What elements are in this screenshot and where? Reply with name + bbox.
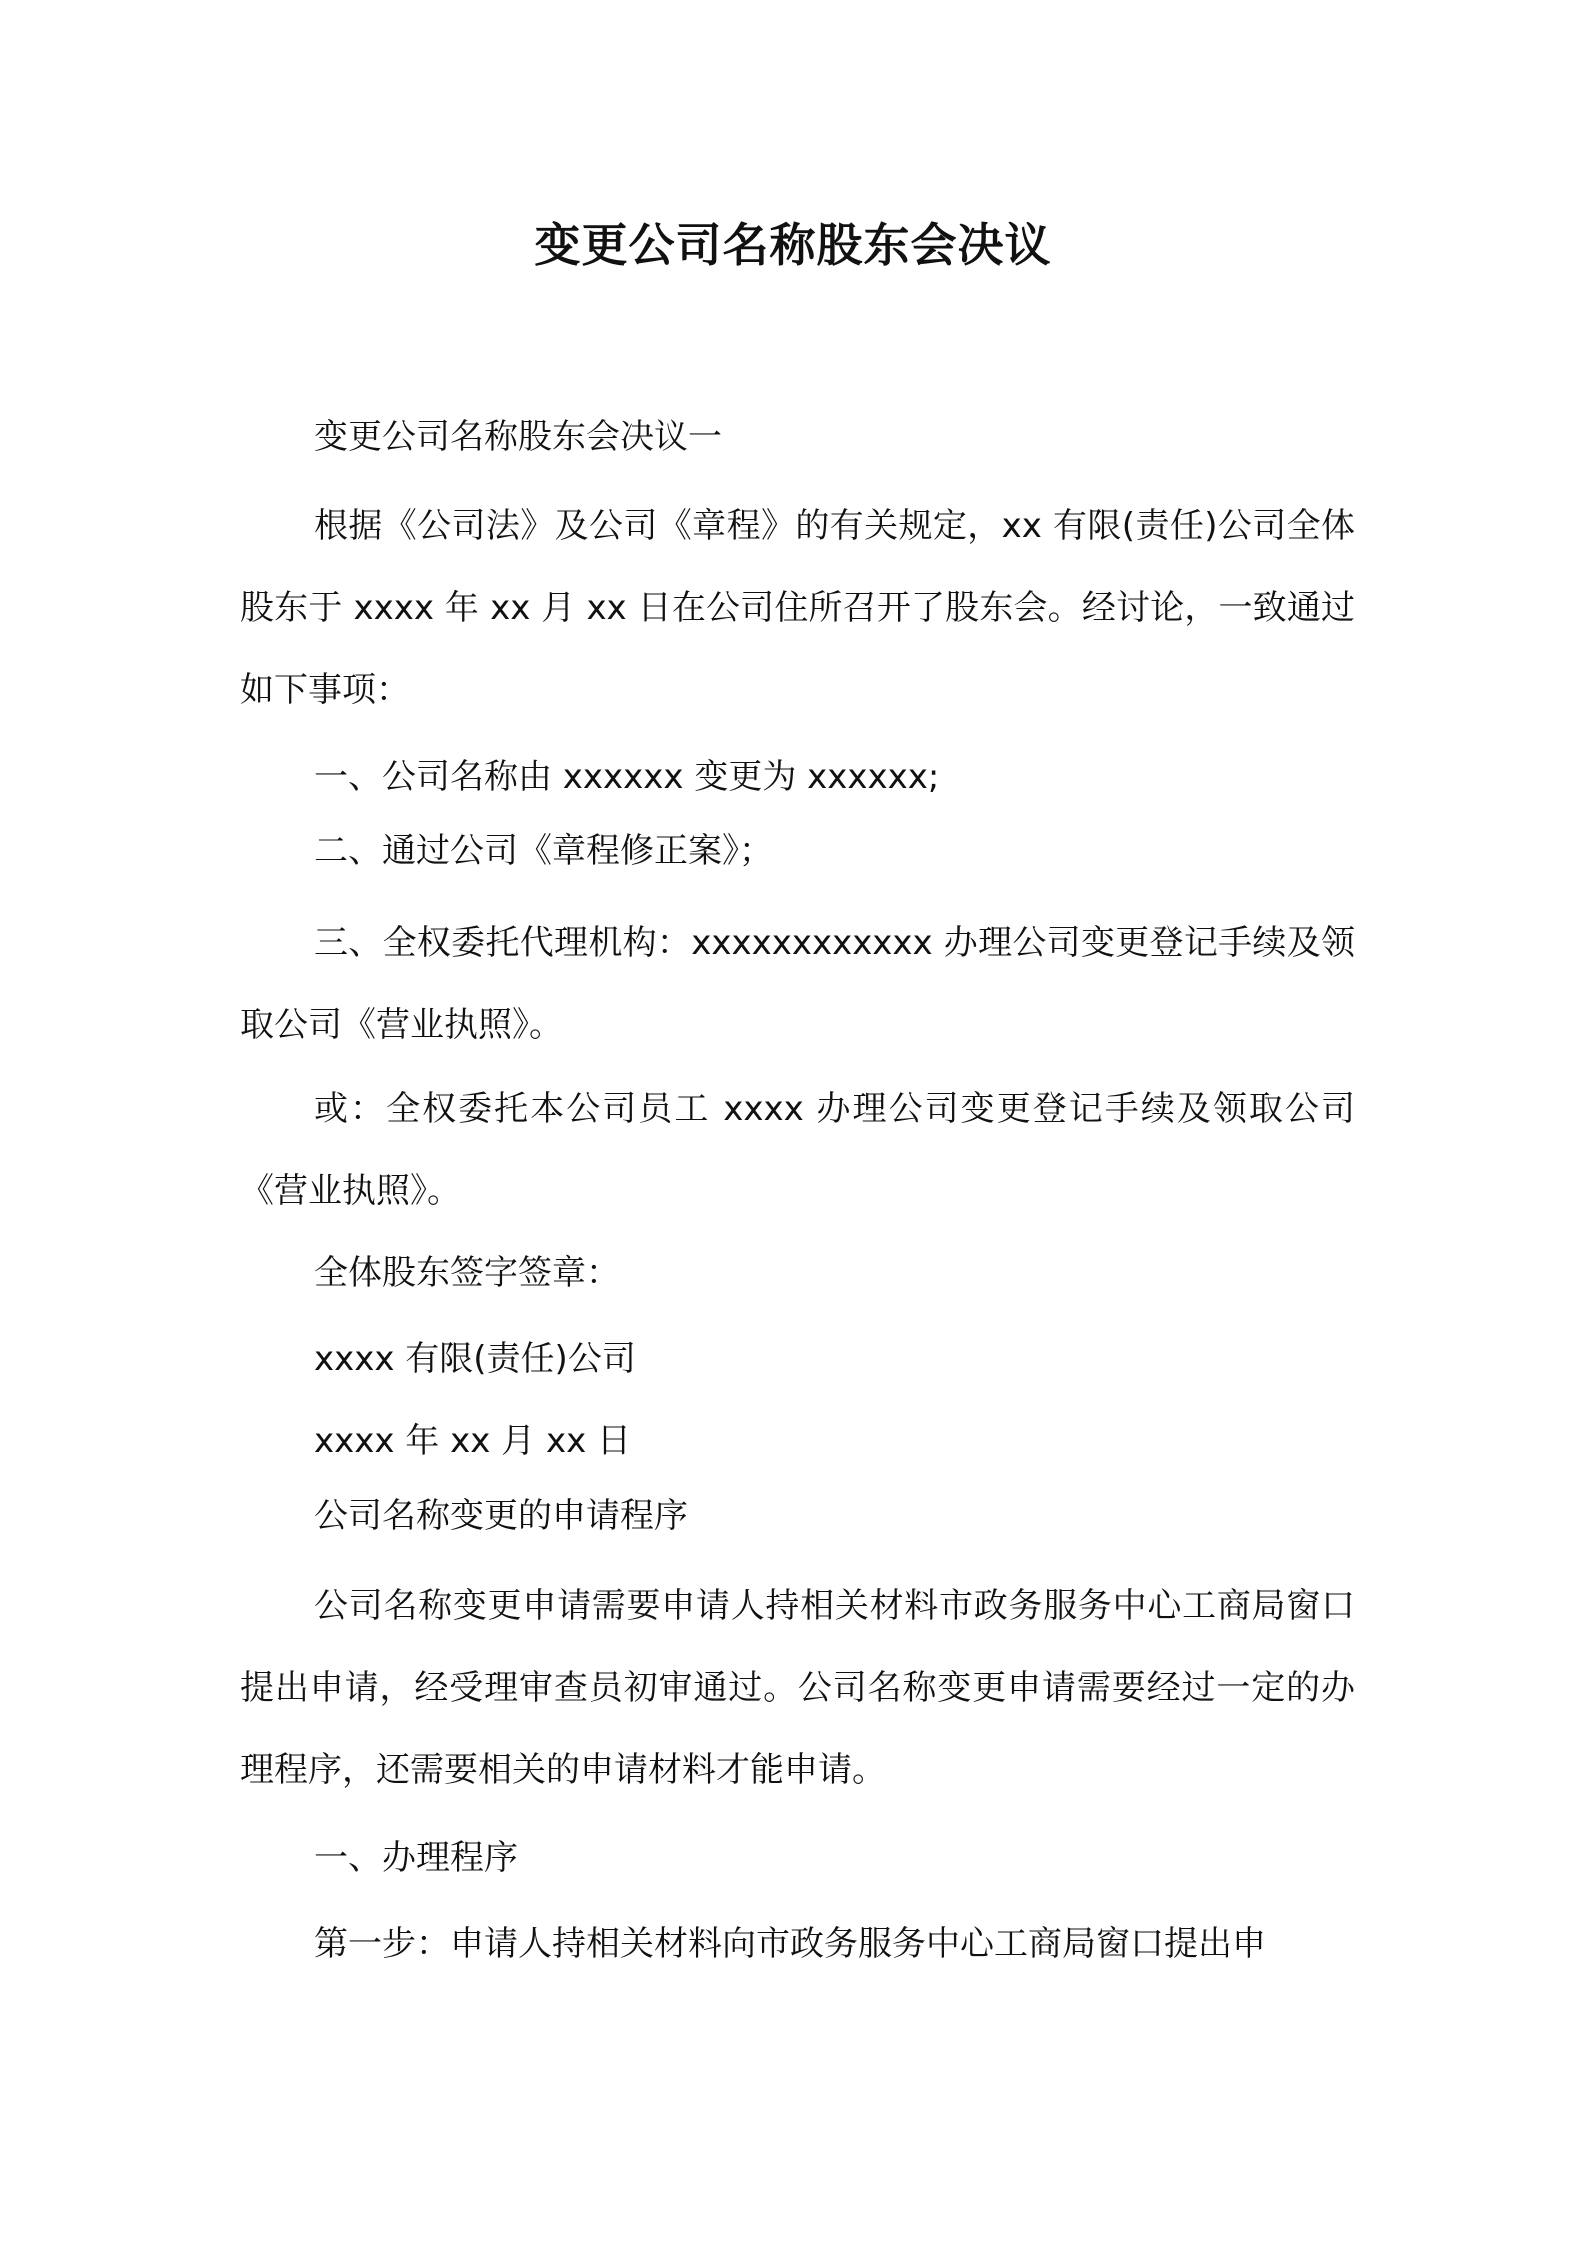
paragraph-procedure-heading: 一、办理程序 [314, 1838, 518, 1878]
paragraph-alternative: 或：全权委托本公司员工 xxxx 办理公司变更登记手续及领取公司《营业执照》。 [240, 1089, 1355, 1211]
paragraph-date: xxxx 年 xx 月 xx 日 [314, 1421, 632, 1461]
paragraph-step-1: 第一步：申请人持相关材料向市政务服务中心工商局窗口提出申 [314, 1924, 1266, 1964]
paragraph-company-name: xxxx 有限(责任)公司 [314, 1339, 636, 1379]
document-title: 变更公司名称股东会决议 [534, 218, 1052, 272]
paragraph-resolution-intro: 根据《公司法》及公司《章程》的有关规定，xx 有限(责任)公司全体股东于 xxxx 年 xx 月 xx 日在公司住所召开了股东会。经讨论，一致通过如下事项： [240, 506, 1355, 710]
paragraph-signature-label: 全体股东签字签章： [314, 1253, 620, 1293]
paragraph-item-1: 一、公司名称由 xxxxxx 变更为 xxxxxx; [314, 757, 940, 797]
paragraph-item-3: 三、全权委托代理机构：xxxxxxxxxxxx 办理公司变更登记手续及领取公司《营业执照》。 [240, 923, 1355, 1045]
paragraph-subtitle: 变更公司名称股东会决议一 [314, 417, 722, 457]
paragraph-section-heading: 公司名称变更的申请程序 [314, 1496, 688, 1536]
paragraph-procedure-intro: 公司名称变更申请需要申请人持相关材料市政务服务中心工商局窗口提出申请，经受理审查员初审通过。公司名称变更申请需要经过一定的办理程序，还需要相关的申请材料才能申请。 [240, 1586, 1355, 1790]
paragraph-item-2: 二、通过公司《章程修正案》； [314, 831, 773, 871]
